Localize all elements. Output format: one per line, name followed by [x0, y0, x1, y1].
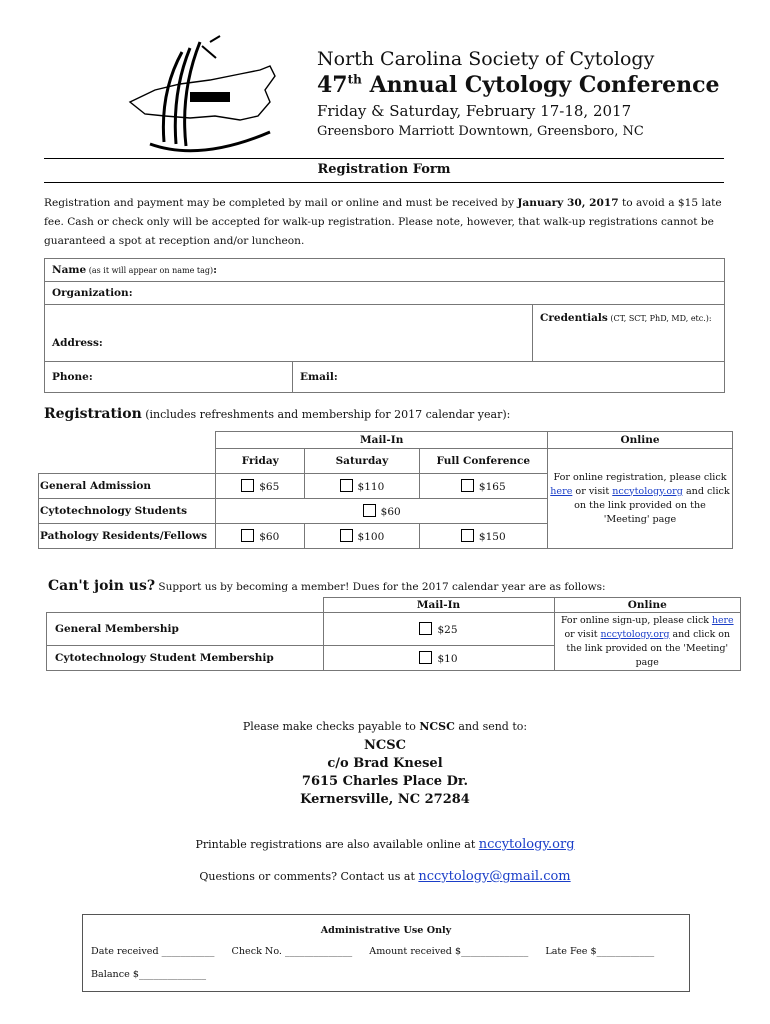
- checkbox[interactable]: [461, 479, 474, 492]
- organization-field[interactable]: Organization:: [45, 282, 725, 305]
- checkbox[interactable]: [419, 651, 432, 664]
- cytotech-students-label: Cytotechnology Students: [39, 499, 216, 524]
- email-link[interactable]: nccytology@gmail.com: [418, 869, 571, 884]
- address-field[interactable]: Address:: [45, 305, 533, 362]
- cytotech-students-option[interactable]: $60: [216, 499, 548, 524]
- ga-saturday-option[interactable]: $110: [305, 474, 419, 499]
- membership-table: [46, 597, 741, 671]
- online-signup-here-link[interactable]: here: [711, 614, 734, 626]
- registration-table: [38, 431, 733, 549]
- date-received-field[interactable]: Date received ___________: [91, 946, 215, 957]
- rf-full-option[interactable]: $150: [419, 524, 547, 549]
- online-registration-here-link[interactable]: here: [550, 485, 573, 497]
- email-field[interactable]: Email:: [293, 362, 725, 393]
- saturday-header: Saturday: [305, 449, 419, 474]
- online-registration-note: For online registration, please click here or visit nccytology.org and click on the link provided on the 'Meeting' page: [548, 449, 733, 549]
- name-field[interactable]: Name (as it will appear on name tag):: [45, 259, 725, 282]
- conference-dates: Friday & Saturday, February 17-18, 2017: [317, 102, 632, 120]
- online-header: Online: [554, 598, 741, 613]
- friday-header: Friday: [216, 449, 305, 474]
- check-no-field[interactable]: Check No. ______________: [231, 946, 353, 957]
- mail-in-header: Mail-In: [323, 598, 554, 613]
- registration-heading: Registration (includes refreshments and membership for 2017 calendar year):: [44, 406, 511, 422]
- rf-saturday-option[interactable]: $100: [305, 524, 419, 549]
- credentials-field[interactable]: Credentials (CT, SCT, PhD, MD, etc.):: [533, 305, 725, 362]
- student-membership-option[interactable]: $10: [323, 646, 554, 671]
- payment-instructions: Please make checks payable to NCSC and send to:: [242, 720, 528, 733]
- general-membership-option[interactable]: $25: [323, 613, 554, 646]
- phone-field[interactable]: Phone:: [45, 362, 293, 393]
- ga-friday-option[interactable]: $65: [216, 474, 305, 499]
- society-logo: [120, 32, 280, 162]
- intro-paragraph: Registration and payment may be completed by mail or online and must be received by January 30, 2017 to avoid a $15 late fee. Cash or check only will be accepted for walk-up registration. Please note, however, that walk-up registrations cannot be guaranteed a spot at reception and/or luncheon.: [44, 197, 722, 247]
- admin-use-box: [82, 914, 690, 992]
- rf-friday-option[interactable]: $60: [216, 524, 305, 549]
- checkbox[interactable]: [340, 529, 353, 542]
- amount-received-field[interactable]: Amount received $______________: [369, 946, 529, 957]
- mailing-address: NCSC c/o Brad Knesel 7615 Charles Place Dr. Kernersville, NC 27284: [300, 738, 470, 807]
- residents-fellows-label: Pathology Residents/Fellows: [39, 524, 216, 549]
- society-name: North Carolina Society of Cytology: [317, 48, 655, 70]
- ga-full-option[interactable]: $165: [419, 474, 547, 499]
- website-link[interactable]: nccytology.org: [478, 837, 575, 852]
- divider: [44, 182, 724, 183]
- checkbox[interactable]: [241, 529, 254, 542]
- online-signup-site-link[interactable]: nccytology.org: [600, 628, 670, 640]
- general-membership-label: General Membership: [47, 613, 324, 646]
- attendee-info-table: [44, 258, 725, 393]
- conference-title: 47th Annual Cytology Conference: [317, 72, 720, 98]
- student-membership-label: Cytotechnology Student Membership: [47, 646, 324, 671]
- checkbox[interactable]: [363, 504, 376, 517]
- checkbox[interactable]: [419, 622, 432, 635]
- general-admission-label: General Admission: [39, 474, 216, 499]
- printable-note: Printable registrations are also available online at nccytology.org: [195, 837, 575, 852]
- checkbox[interactable]: [241, 479, 254, 492]
- online-signup-note: For online sign-up, please click here or visit nccytology.org and click on the link provided on the 'Meeting' page: [554, 613, 741, 671]
- divider: [44, 158, 724, 159]
- balance-field[interactable]: Balance $______________: [91, 969, 207, 980]
- admin-title: Administrative Use Only: [320, 925, 452, 936]
- full-conference-header: Full Conference: [419, 449, 547, 474]
- online-header: Online: [548, 432, 733, 449]
- membership-heading: Can't join us? Support us by becoming a member! Dues for the 2017 calendar year are as follows:: [48, 578, 606, 594]
- late-fee-field[interactable]: Late Fee $____________: [545, 946, 655, 957]
- checkbox[interactable]: [340, 479, 353, 492]
- contact-note: Questions or comments? Contact us at nccytology@gmail.com: [199, 869, 571, 884]
- conference-venue: Greensboro Marriott Downtown, Greensboro, NC: [317, 124, 644, 139]
- online-registration-site-link[interactable]: nccytology.org: [612, 485, 683, 497]
- checkbox[interactable]: [461, 529, 474, 542]
- mail-in-header: Mail-In: [216, 432, 548, 449]
- form-title: Registration Form: [317, 162, 451, 177]
